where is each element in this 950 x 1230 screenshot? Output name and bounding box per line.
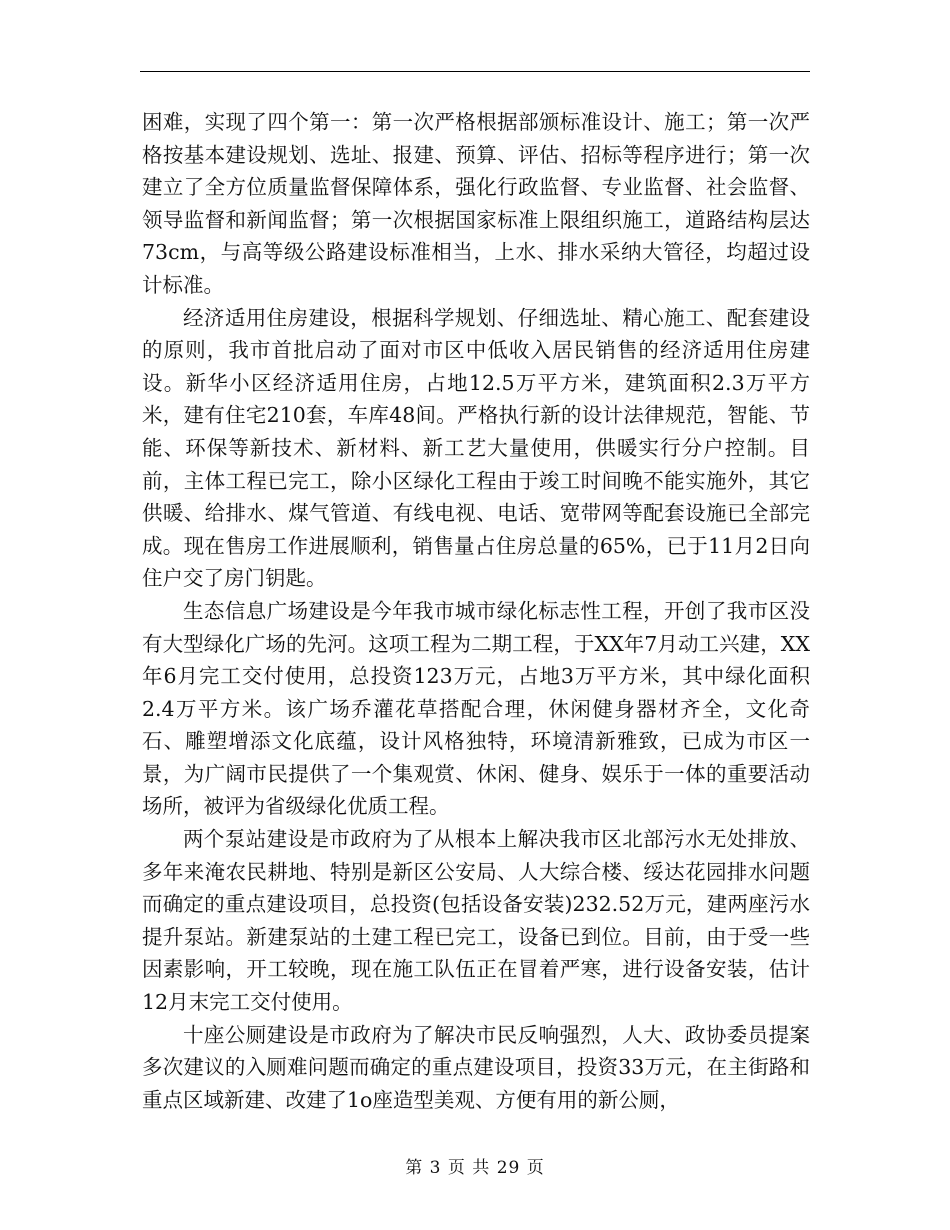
paragraph-1: 困难，实现了四个第一：第一次严格根据部颁标准设计、施工；第一次严格按基本建设规划、选址、报建、预算、评估、招标等程序进行；第一次建立了全方位质量监督保障体系，强化行政监督、专业监督、社会监督、领导监督和新闻监督；第一次根据国家标准上限组织施工，道路结构层达73cm，与高等级公路建设标准相当，上水、排水采纳大管径，均超过设计标准。 bbox=[142, 110, 810, 297]
paragraph-2: 经济适用住房建设，根据科学规划、仔细选址、精心施工、配套建设的原则，我市首批启动了面对市区中低收入居民销售的经济适用住房建设。新华小区经济适用住房，占地12.5万平方米，建筑面积2.3万平方米，建有住宅210套，车库48间。严格执行新的设计法律规范，智能、节能、环保等新技术、新材料、新工艺大量使用，供暖实行分户控制。目前，主体工程已完工，除小区绿化工程由于竣工时间晚不能实施外，其它供暖、给排水、煤气管道、有线电视、电话、宽带网等配套设施已全部完成。现在售房工作进展顺利，销售量占住房总量的65%，已于11月2日向住户交了房门钥匙。 bbox=[142, 305, 810, 591]
header-rule bbox=[140, 71, 810, 72]
page-footer: 第 3 页 共 29 页 bbox=[405, 1158, 545, 1178]
paragraph-5: 十座公厕建设是市政府为了解决市民反响强烈，人大、政协委员提案多次建议的入厕难问题而确定的重点建设项目，投资33万元，在主街路和重点区域新建、改建了1o座造型美观、方便有用的新公厕， bbox=[142, 1022, 810, 1112]
body-text bbox=[142, 106, 810, 1116]
paragraph-3: 生态信息广场建设是今年我市城市绿化标志性工程，开创了我市区没有大型绿化广场的先河。这项工程为二期工程，于XX年7月动工兴建，XX年6月完工交付使用，总投资123万元，占地3万平方米，其中绿化面积2.4万平方米。该广场乔灌花草搭配合理，休闲健身器材齐全，文化奇石、雕塑增添文化底蕴，设计风格独特，环境清新雅致，已成为市区一景，为广阔市民提供了一个集观赏、休闲、健身、娱乐于一体的重要活动场所，被评为省级绿化优质工程。 bbox=[142, 598, 810, 819]
paragraph-4: 两个泵站建设是市政府为了从根本上解决我市区北部污水无处排放、多年来淹农民耕地、特别是新区公安局、人大综合楼、绥达花园排水问题而确定的重点建设项目，总投资(包括设备安装)232.52万元，建两座污水提升泵站。新建泵站的土建工程已完工，设备已到位。目前，由于受一些因素影响，开工较晚，现在施工队伍正在冒着严寒，进行设备安装，估计12月末完工交付使用。 bbox=[142, 827, 810, 1015]
